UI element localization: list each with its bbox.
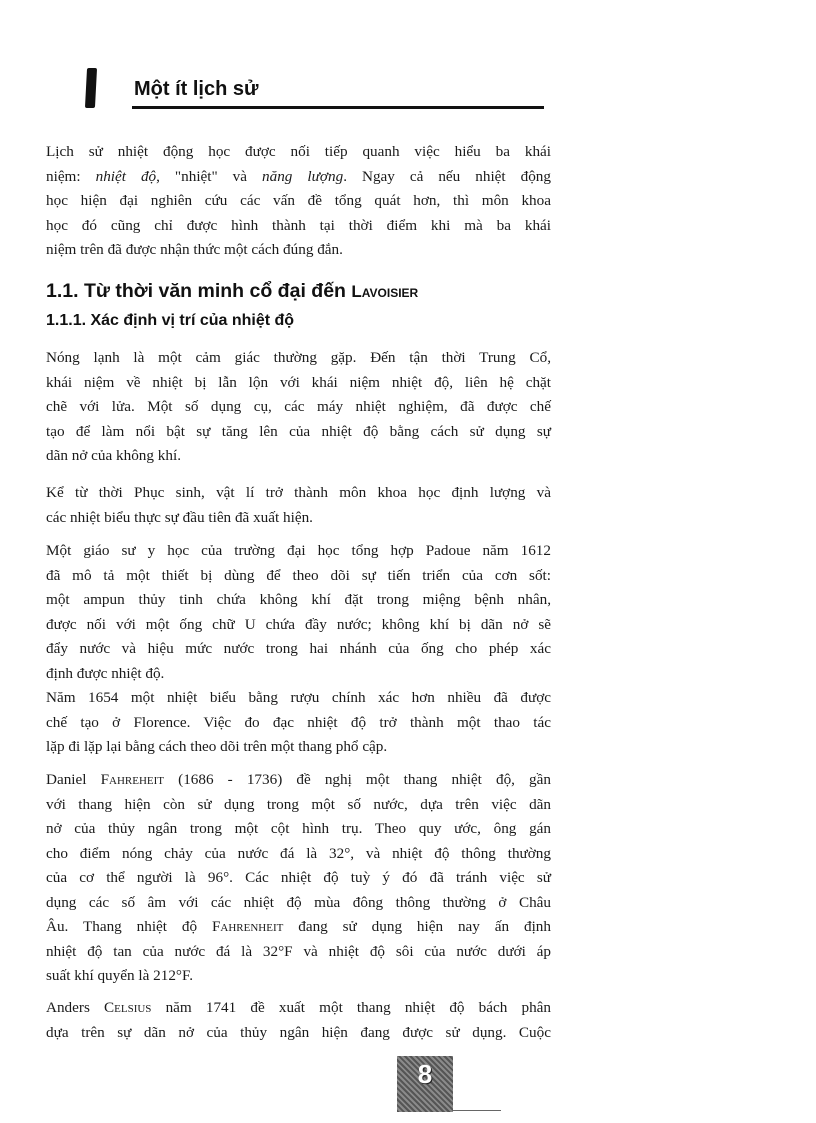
emphasis-term: nhiệt độ — [95, 167, 157, 185]
text-line: Nóng lạnh là một cảm giác thường gặp. Đến tận thời Trung Cổ, — [46, 349, 551, 366]
text-line: định được nhiệt độ. — [46, 664, 165, 682]
text-line: tạo để làm nổi bật sự tăng lên của nhiệt độ bằng cách sử dụng sự — [46, 422, 551, 440]
text-line: học đó cũng chỉ được hình thành tại thời điểm khi mà ba khái — [46, 216, 551, 234]
person-name: Fahrenheit — [211, 918, 284, 935]
text-line: niệm: nhiệt độ, "nhiệt" và năng lượng. Ngay cả nếu nhiệt động — [46, 167, 551, 185]
text-line: chế tạo ở Florence. Việc đo đạc nhiệt độ trở thành một thao tác — [46, 713, 551, 731]
paragraph-2 — [46, 481, 551, 530]
text-line: được nối với một ống chữ U chứa đầy nước; không khí bị dãn nở sẽ — [46, 615, 551, 633]
paragraph-5 — [46, 768, 551, 989]
chapter-title: Một ít lịch sử — [134, 78, 259, 100]
section-heading: 1.1. Từ thời văn minh cổ đại đến Lavoisier — [46, 280, 419, 302]
text-line: học hiện đại nghiên cứu các vấn đề tổng quát hơn, thì môn khoa — [46, 192, 551, 209]
intro-paragraph — [46, 140, 551, 263]
text-line: đã mô tả một thiết bị dùng để theo dõi sự tiến triển của cơn sốt: — [46, 566, 551, 584]
text-line: Lịch sử nhiệt động học được nối tiếp quanh việc hiểu ba khái — [46, 143, 551, 160]
text-line: chẽ với lửa. Một số dụng cụ, các máy nhiệt nghiệm, đã được chế — [46, 398, 551, 415]
text-line: Kể từ thời Phục sinh, vật lí trở thành môn khoa học định lượng và — [46, 484, 551, 501]
text-line: Anders Celsius năm 1741 đề xuất một thang nhiệt độ bách phân — [46, 999, 551, 1016]
paragraph-1 — [46, 346, 551, 469]
section-heading-name: Lavoisier — [351, 282, 419, 301]
paragraph-6 — [46, 996, 551, 1045]
person-name: Celsius — [104, 999, 152, 1016]
paragraph-3 — [46, 539, 551, 686]
text-line: khái niệm về nhiệt bị lẫn lộn với khái niệm nhiệt độ, liên hệ chặt — [46, 373, 551, 391]
text-line: lặp đi lặp lại bằng cách theo dõi trên một thang phổ cập. — [46, 738, 388, 755]
emphasis-term: năng lượng — [262, 167, 344, 185]
text-line: suất khí quyển là 212°F. — [46, 967, 194, 984]
person-name: Fahreheit — [100, 771, 165, 788]
text-line: các nhiệt biểu thực sự đầu tiên đã xuất hiện. — [46, 508, 313, 526]
page-number-badge — [397, 1056, 453, 1112]
text-line: một ampun thủy tinh chứa không khí đặt trong miệng bệnh nhân, — [46, 591, 551, 608]
text-line: Âu. Thang nhiệt độ Fahrenheit đang sử dụng hiện nay ấn định — [46, 918, 551, 935]
text-line: đẩy nước và hiệu mức nước trong hai nhánh của ống cho phép xác — [46, 640, 551, 657]
text-line: dụng các số âm với các nhiệt độ mùa đông thông thường ở Châu — [46, 893, 551, 911]
paragraph-4 — [46, 686, 551, 760]
text-line: với thang hiện còn sử dụng trong một số nước, dựa trên việc dãn — [46, 795, 551, 813]
text-line: Năm 1654 một nhiệt biểu bằng rượu chính xác hơn nhiều đã được — [46, 689, 551, 706]
text-line: cho điểm nóng chảy của nước đá là 32°, và nhiệt độ thông thường — [46, 844, 551, 862]
text-line: dãn nở của không khí. — [46, 447, 181, 464]
text-line: nhiệt độ tan của nước đá là 32°F và nhiệt độ sôi của nước dưới áp — [46, 942, 551, 960]
subsection-heading: 1.1.1. Xác định vị trí của nhiệt độ — [46, 312, 295, 329]
page-number: 8 — [417, 1059, 433, 1089]
text-line: Một giáo sư y học của trường đại học tổng hợp Padoue năm 1612 — [46, 542, 551, 559]
chapter-title-rule — [132, 106, 544, 109]
text-line: nở của thủy ngân trong một cột hình trụ. Theo quy ước, ông gán — [46, 820, 551, 837]
chapter-marker-bar — [85, 68, 97, 108]
page-footer-rule — [453, 1110, 501, 1111]
text-line: Daniel Fahreheit (1686 - 1736) đề nghị một thang nhiệt độ, gần — [46, 771, 551, 788]
text-line: dựa trên sự dãn nở của thủy ngân hiện đang được sử dụng. Cuộc — [46, 1023, 551, 1041]
text-line: của cơ thể người là 96°. Các nhiệt độ tuỳ ý đó đã tránh việc sử — [46, 869, 551, 886]
text-line: niệm trên đã được nhận thức một cách đúng đắn. — [46, 241, 343, 258]
